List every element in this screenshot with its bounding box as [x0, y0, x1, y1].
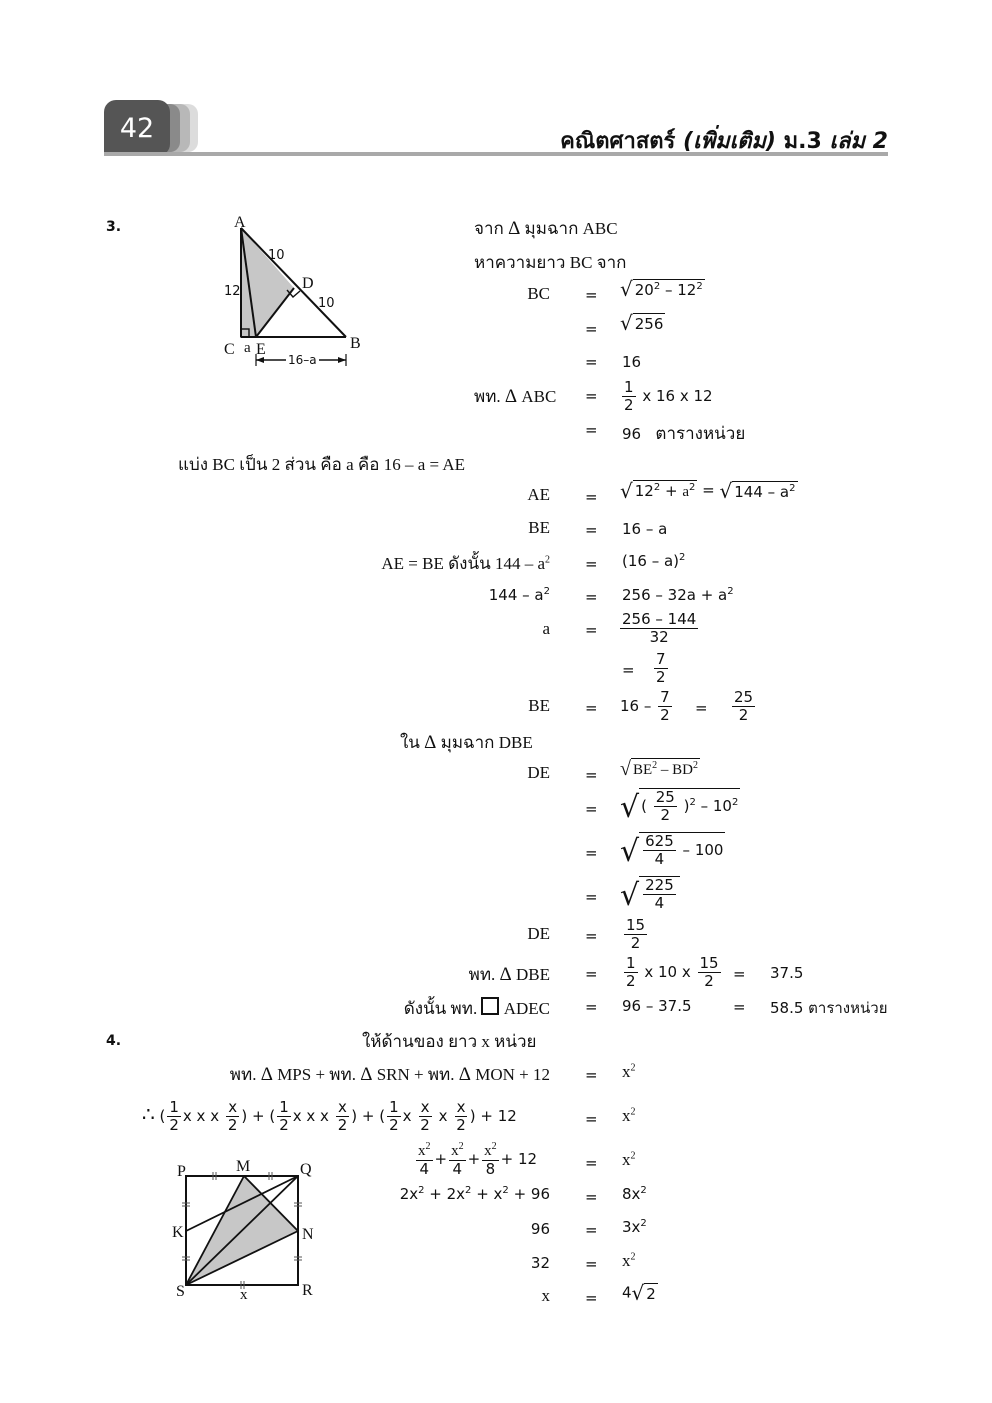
be-label: BE: [528, 518, 550, 537]
section-number-4: 4.: [106, 1033, 122, 1049]
area-adec-expr: 96 – 37.5: [622, 997, 692, 1015]
de-label: DE: [527, 763, 550, 782]
equals: =: [585, 1255, 598, 1273]
equals: =: [585, 888, 598, 906]
therefore-line: ∴ ( $\frac{1}{2}$ x x x $\frac{x}{2}$ ) + ( $\frac{1}{2}$ x x x $\frac{x}{2}$ ) + ( $\frac{1}{2}$ x $\frac{x}{2}$ x $\frac{x}{2}$ ) + 12: [142, 1098, 517, 1134]
equals: =: [585, 998, 598, 1016]
ae-be-left: AE = BE ดังนั้น $144 - a^2$: [381, 554, 550, 573]
eq96-right: $3x^2$: [622, 1218, 647, 1236]
label-q: Q: [300, 1161, 312, 1178]
section-number-3: 3.: [106, 219, 122, 235]
section3-from: จาก Δ มุมฉาก ABC: [474, 218, 618, 239]
ae-label: AE: [527, 485, 550, 504]
label-d: D: [302, 275, 314, 292]
be2-result: $\frac{25}{2}$: [734, 688, 754, 724]
a-fraction: $\frac{256 - 144}{32}$: [622, 610, 697, 646]
area-adec-label: ดังนั้น พท. ADEC: [403, 999, 550, 1018]
equals: =: [585, 488, 598, 506]
be2-label: BE: [528, 696, 550, 715]
area-abc-expr: $\frac{1}{2}$ x 16 x 12: [624, 378, 713, 414]
equals: =: [585, 800, 598, 818]
label-c: C: [224, 341, 235, 358]
equals: =: [585, 521, 598, 539]
section4-intro: ให้ด้านของ ยาว x หน่วย: [362, 1032, 537, 1051]
equals: =: [733, 965, 746, 983]
label-ac-length: 12: [224, 284, 241, 299]
be2-expr: 16 – $\frac{7}{2}$: [620, 688, 670, 724]
area-abc-label: พท. Δ ABC: [474, 386, 557, 407]
bc-sqrt-256: √ 256: [620, 311, 664, 335]
label-a-small: a: [244, 340, 251, 356]
equals: =: [585, 1289, 598, 1307]
triangle-icon: Δ: [508, 218, 521, 239]
eq32-right: $x^2$: [622, 1251, 636, 1270]
eq32-left: 32: [530, 1254, 550, 1272]
therefore-icon: ∴: [142, 1102, 155, 1126]
de-radical-1: √ $BE^2 - BD^2$: [620, 758, 698, 780]
equals: =: [585, 1066, 598, 1084]
label-eb-length: 16–a: [288, 353, 317, 367]
ae-expr: √ $12^2 + a^2$ = √ $144 - a^2$: [620, 478, 796, 503]
equals: =: [585, 286, 598, 304]
area-dbe-value: 37.5: [770, 964, 804, 982]
be-value: 16 – a: [622, 520, 668, 538]
equals: =: [585, 320, 598, 338]
label-db-length: 10: [318, 296, 335, 311]
equals: =: [585, 1188, 598, 1206]
x-label: x: [541, 1286, 550, 1305]
section3-find: หาความยาว BC จาก: [474, 253, 627, 272]
de-radical-3: √ $\frac{625}{4}$ – 100: [620, 832, 724, 869]
equals: =: [585, 1221, 598, 1239]
bc-result: 16: [622, 353, 642, 371]
equals: =: [585, 965, 598, 983]
page-title: คณิตศาสตร์ (เพิ่มเติม) ม.3 เล่ม 2: [560, 129, 888, 154]
fraction-sum-line: $\frac{x^2}{4}$ + $\frac{x^2}{4}$ + $\frac{x^2}{8}$ + 12: [418, 1141, 538, 1178]
equals: =: [585, 353, 598, 371]
eq-144-left: $144 - a^2$: [488, 586, 550, 604]
eq96-left: 96: [530, 1220, 550, 1238]
expanded-left: $2x^2 + 2x^2 + x^2 + 96$: [399, 1185, 550, 1203]
in-triangle-dbe: ใน Δ มุมฉาก DBE: [400, 732, 533, 753]
equals: =: [585, 387, 598, 405]
label-a: A: [234, 214, 246, 231]
area-adec-value: 58.5 ตารางหน่วย: [770, 999, 888, 1017]
de2-value: $\frac{15}{2}$: [626, 916, 646, 952]
eq-256-right: $256 - 32a + a^2$: [622, 586, 734, 604]
equals: =: [695, 699, 708, 717]
fraction-sum-result: $x^2$: [622, 1150, 636, 1169]
label-b: B: [350, 335, 361, 352]
label-p: P: [177, 1163, 186, 1180]
label-r: R: [302, 1282, 313, 1299]
area-dbe-label: พท. Δ DBE: [468, 964, 550, 985]
equals: =: [622, 661, 635, 679]
equals: =: [585, 588, 598, 606]
x-value: 4 √ 2: [622, 1281, 656, 1305]
equals: =: [585, 621, 598, 639]
expanded-right: $8x^2$: [622, 1185, 647, 1203]
page-number: 42: [104, 100, 170, 156]
label-n: N: [302, 1226, 314, 1243]
equals: =: [585, 844, 598, 862]
de-radical-4: √ $\frac{225}{4}$: [620, 876, 680, 911]
label-k: K: [172, 1224, 184, 1241]
equals: =: [733, 998, 746, 1016]
therefore-result: $x^2$: [622, 1106, 636, 1125]
square-icon: [481, 997, 499, 1015]
area-abc-value: 96 ตารางหน่วย: [622, 424, 746, 443]
equals: =: [585, 1154, 598, 1172]
label-ad-length: 10: [268, 248, 285, 263]
label-e: E: [256, 341, 266, 358]
a-result: $\frac{7}{2}$: [656, 650, 666, 686]
label-s: S: [176, 1283, 185, 1300]
label-m: M: [236, 1158, 251, 1175]
equals: =: [585, 699, 598, 717]
label-x: x: [240, 1287, 248, 1303]
bc-radical: √ $20^2 - 12^2$: [620, 277, 703, 301]
equals: =: [585, 766, 598, 784]
equals: =: [585, 927, 598, 945]
bc-label: BC: [527, 284, 550, 303]
sum-result: $x^2$: [622, 1062, 636, 1081]
equals: =: [585, 421, 598, 439]
ae-be-right: (16 – a)$^2$: [622, 552, 686, 570]
area-sum-label: พท. Δ MPS + พท. Δ SRN + พท. Δ MON + 12: [229, 1064, 550, 1085]
area-dbe-expr: $\frac{1}{2}$ x 10 x $\frac{15}{2}$: [626, 954, 719, 990]
a-label: a: [542, 619, 550, 638]
de2-label: DE: [527, 924, 550, 943]
split-statement: แบ่ง BC เป็น 2 ส่วน คือ a คือ 16 – a = AE: [178, 455, 466, 474]
equals: =: [585, 555, 598, 573]
equals: =: [585, 1110, 598, 1128]
de-radical-2: √ ( $\frac{25}{2}$ )$^2 - 10^2$: [620, 788, 739, 825]
